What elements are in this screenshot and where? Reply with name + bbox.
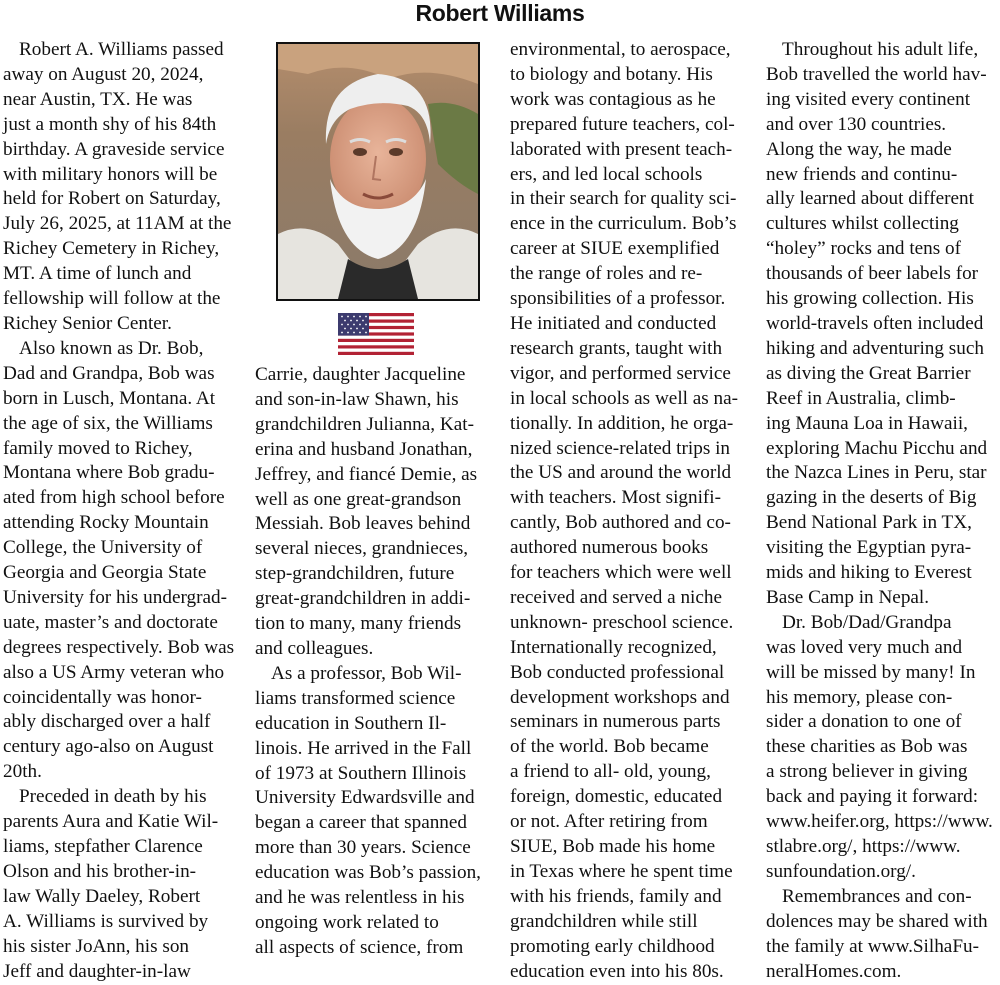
text-line: ence in the curriculum. Bob’s bbox=[510, 213, 737, 235]
text-line: “holey” rocks and tens of bbox=[766, 238, 962, 260]
text-line: research grants, taught with bbox=[510, 337, 723, 359]
text-line: nized science-related trips in bbox=[510, 437, 731, 459]
text-line: www.heifer.org, https://www. bbox=[766, 811, 993, 833]
text-line: Dr. Bob/Dad/Grandpa bbox=[782, 611, 952, 633]
text-line: tionally. In addition, he orga- bbox=[510, 412, 734, 434]
text-line: sunfoundation.org/. bbox=[766, 860, 916, 882]
paragraph bbox=[766, 885, 1000, 985]
text-line: SIUE, Bob made his home bbox=[510, 836, 716, 857]
text-line: just a month shy of his 84th bbox=[3, 113, 217, 135]
text-line: the Nazca Lines in Peru, star bbox=[766, 462, 987, 484]
portrait-image bbox=[278, 44, 478, 299]
text-line: unknown- preschool science. bbox=[510, 611, 734, 633]
text-line: exploring Machu Picchu and bbox=[766, 437, 988, 459]
text-line: ers, and led local schools bbox=[510, 163, 703, 185]
text-line: near Austin, TX. He was bbox=[3, 88, 193, 110]
text-line: education was Bob’s passion, bbox=[255, 862, 481, 884]
text-line: parents Aura and Katie Wil- bbox=[3, 811, 219, 833]
text-line: University for his undergrad- bbox=[3, 586, 227, 608]
text-line: ongoing work related to bbox=[255, 911, 439, 933]
text-line: these charities as Bob was bbox=[766, 736, 968, 758]
paragraph bbox=[255, 363, 495, 662]
text-line: ing visited every continent bbox=[766, 88, 971, 110]
text-line: Base Camp in Nepal. bbox=[766, 586, 930, 608]
text-line: authored numerous books bbox=[510, 537, 709, 559]
text-line: great-grandchildren in addi- bbox=[255, 588, 471, 610]
text-line: As a professor, Bob Wil- bbox=[271, 662, 462, 684]
text-line: visiting the Egyptian pyra- bbox=[766, 537, 972, 559]
paragraph bbox=[3, 337, 243, 785]
text-line: tion to many, many friends bbox=[255, 613, 462, 635]
text-line: with his friends, family and bbox=[510, 885, 722, 907]
text-line: ated from high school before bbox=[3, 487, 225, 509]
paragraph bbox=[510, 38, 755, 984]
text-line: born in Lusch, Montana. At bbox=[3, 387, 216, 409]
text-line: Internationally recognized, bbox=[510, 636, 717, 658]
text-line: erina and husband Jonathan, bbox=[255, 438, 473, 460]
text-line: cultures whilst collecting bbox=[766, 213, 959, 235]
text-line: of the world. Bob became bbox=[510, 736, 709, 758]
text-line: seminars in numerous parts bbox=[510, 711, 721, 733]
text-line: Olson and his brother-in- bbox=[3, 860, 197, 882]
text-line: Bob travelled the world hav- bbox=[766, 63, 987, 85]
text-line: Reef in Australia, climb- bbox=[766, 387, 956, 409]
text-line: step-grandchildren, future bbox=[255, 563, 455, 585]
text-line: career at SIUE exemplified bbox=[510, 238, 720, 260]
text-line: Preceded in death by his bbox=[19, 786, 207, 808]
text-line: also a US Army veteran who bbox=[3, 661, 225, 683]
text-line: the range of roles and re- bbox=[510, 263, 703, 285]
text-line: for teachers which were well bbox=[510, 562, 732, 584]
text-line: Throughout his adult life, bbox=[782, 39, 979, 60]
text-line: in their search for quality sci- bbox=[510, 188, 737, 210]
text-line: in Texas where he spent time bbox=[510, 860, 733, 882]
paragraph bbox=[255, 662, 495, 961]
text-line: and colleagues. bbox=[255, 637, 374, 659]
text-line: Robert A. Williams passed bbox=[19, 39, 224, 60]
text-line: his memory, please con- bbox=[766, 686, 953, 708]
text-line: his growing collection. His bbox=[766, 288, 974, 310]
text-line: a strong believer in giving bbox=[766, 761, 968, 783]
text-line: promoting early childhood bbox=[510, 935, 715, 957]
text-line: law Wally Daeley, Robert bbox=[3, 885, 201, 907]
text-line: neralHomes.com. bbox=[766, 960, 902, 982]
text-line: College, the University of bbox=[3, 537, 203, 559]
text-line: hiking and adventuring such bbox=[766, 337, 984, 359]
text-line: 20th. bbox=[3, 761, 42, 783]
paragraph bbox=[3, 785, 243, 984]
text-line: degrees respectively. Bob was bbox=[3, 636, 235, 658]
text-line: work was contagious as he bbox=[510, 88, 716, 110]
text-line: fellowship will follow at the bbox=[3, 288, 221, 310]
text-line: linois. He arrived in the Fall bbox=[255, 737, 472, 759]
text-line: liams, stepfather Clarence bbox=[3, 836, 203, 857]
text-line: Bend National Park in TX, bbox=[766, 512, 972, 534]
paragraph bbox=[766, 611, 1000, 885]
text-line: all aspects of science, from bbox=[255, 936, 464, 958]
text-line: Montana where Bob gradu- bbox=[3, 462, 215, 484]
text-line: held for Robert on Saturday, bbox=[3, 188, 221, 210]
text-line: sider a donation to one of bbox=[766, 711, 962, 733]
text-line: birthday. A graveside service bbox=[3, 138, 225, 160]
text-line: or not. After retiring from bbox=[510, 811, 708, 833]
text-line: world-travels often included bbox=[766, 312, 984, 334]
text-line: attending Rocky Mountain bbox=[3, 512, 209, 534]
text-line: development workshops and bbox=[510, 686, 730, 708]
text-line: as diving the Great Barrier bbox=[766, 362, 971, 384]
paragraph bbox=[766, 38, 1000, 611]
text-line: Georgia and Georgia State bbox=[3, 562, 207, 584]
text-line: environmental, to aerospace, bbox=[510, 39, 731, 60]
text-line: Jeffrey, and fiancé Demie, as bbox=[255, 463, 478, 485]
text-line: University Edwardsville and bbox=[255, 787, 475, 809]
text-line: in local schools as well as na- bbox=[510, 387, 739, 409]
text-line: received and served a niche bbox=[510, 586, 723, 608]
text-line: ally learned about different bbox=[766, 188, 974, 210]
text-line: and son-in-law Shawn, his bbox=[255, 388, 459, 410]
text-line: mids and hiking to Everest bbox=[766, 562, 972, 584]
column-2 bbox=[255, 363, 495, 961]
text-line: and over 130 countries. bbox=[766, 113, 947, 135]
text-line: grandchildren while still bbox=[510, 910, 698, 932]
text-line: He initiated and conducted bbox=[510, 312, 717, 334]
text-line: Jeff and daughter-in-law bbox=[3, 960, 191, 982]
text-line: Messiah. Bob leaves behind bbox=[255, 513, 471, 535]
text-line: thousands of beer labels for bbox=[766, 263, 979, 285]
text-line: gazing in the deserts of Big bbox=[766, 487, 977, 509]
text-line: began a career that spanned bbox=[255, 812, 468, 834]
text-line: more than 30 years. Science bbox=[255, 837, 471, 859]
text-line: his sister JoAnn, his son bbox=[3, 935, 190, 957]
text-line: will be missed by many! In bbox=[766, 661, 976, 683]
text-line: liams transformed science bbox=[255, 687, 456, 709]
text-line: uate, master’s and doctorate bbox=[3, 611, 218, 633]
text-line: Bob conducted professional bbox=[510, 661, 725, 683]
text-line: to biology and botany. His bbox=[510, 63, 713, 85]
text-line: vigor, and performed service bbox=[510, 362, 731, 384]
text-line: the US and around the world bbox=[510, 462, 732, 484]
text-line: well as one great-grandson bbox=[255, 488, 462, 510]
text-line: new friends and continu- bbox=[766, 163, 958, 185]
text-line: century ago-also on August bbox=[3, 736, 214, 758]
text-line: laborated with present teach- bbox=[510, 138, 733, 160]
text-line: dolences may be shared with bbox=[766, 910, 988, 932]
portrait-photo bbox=[276, 42, 480, 301]
column-3 bbox=[510, 38, 755, 984]
text-line: ing Mauna Loa in Hawaii, bbox=[766, 412, 968, 434]
text-line: the age of six, the Williams bbox=[3, 412, 213, 434]
text-line: A. Williams is survived by bbox=[3, 910, 209, 932]
text-line: grandchildren Julianna, Kat- bbox=[255, 413, 474, 435]
text-line: coincidentally was honor- bbox=[3, 686, 202, 708]
text-line: ably discharged over a half bbox=[3, 711, 211, 733]
column-1 bbox=[3, 38, 243, 984]
text-line: away on August 20, 2024, bbox=[3, 63, 204, 85]
text-line: July 26, 2025, at 11AM at the bbox=[3, 213, 232, 235]
text-line: Along the way, he made bbox=[766, 138, 952, 160]
text-line: education even into his 80s. bbox=[510, 960, 724, 982]
text-line: education in Southern Il- bbox=[255, 712, 447, 734]
text-line: Also known as Dr. Bob, bbox=[19, 337, 204, 359]
text-line: was loved very much and bbox=[766, 636, 963, 658]
text-line: cantly, Bob authored and co- bbox=[510, 512, 731, 534]
text-line: Carrie, daughter Jacqueline bbox=[255, 364, 466, 385]
text-line: and he was relentless in his bbox=[255, 887, 465, 909]
text-line: family moved to Richey, bbox=[3, 437, 193, 459]
text-line: of 1973 at Southern Illinois bbox=[255, 762, 467, 784]
text-line: with military honors will be bbox=[3, 163, 218, 185]
text-line: foreign, domestic, educated bbox=[510, 786, 723, 808]
text-line: Richey Senior Center. bbox=[3, 312, 172, 334]
text-line: Remembrances and con- bbox=[782, 885, 972, 907]
text-line: MT. A time of lunch and bbox=[3, 263, 192, 285]
text-line: the family at www.SilhaFu- bbox=[766, 935, 979, 957]
text-line: Dad and Grandpa, Bob was bbox=[3, 362, 215, 384]
us-flag-icon bbox=[338, 313, 414, 355]
text-line: stlabre.org/, https://www. bbox=[766, 836, 961, 857]
column-4 bbox=[766, 38, 1000, 984]
text-line: back and paying it forward: bbox=[766, 786, 979, 808]
text-line: sponsibilities of a professor. bbox=[510, 288, 726, 310]
obituary-title: Robert Williams bbox=[415, 0, 585, 26]
text-line: a friend to all- old, young, bbox=[510, 761, 711, 783]
text-line: several nieces, grandnieces, bbox=[255, 538, 469, 560]
paragraph bbox=[3, 38, 243, 337]
text-line: with teachers. Most signifi- bbox=[510, 487, 722, 509]
text-line: prepared future teachers, col- bbox=[510, 113, 735, 135]
text-line: Richey Cemetery in Richey, bbox=[3, 238, 220, 260]
